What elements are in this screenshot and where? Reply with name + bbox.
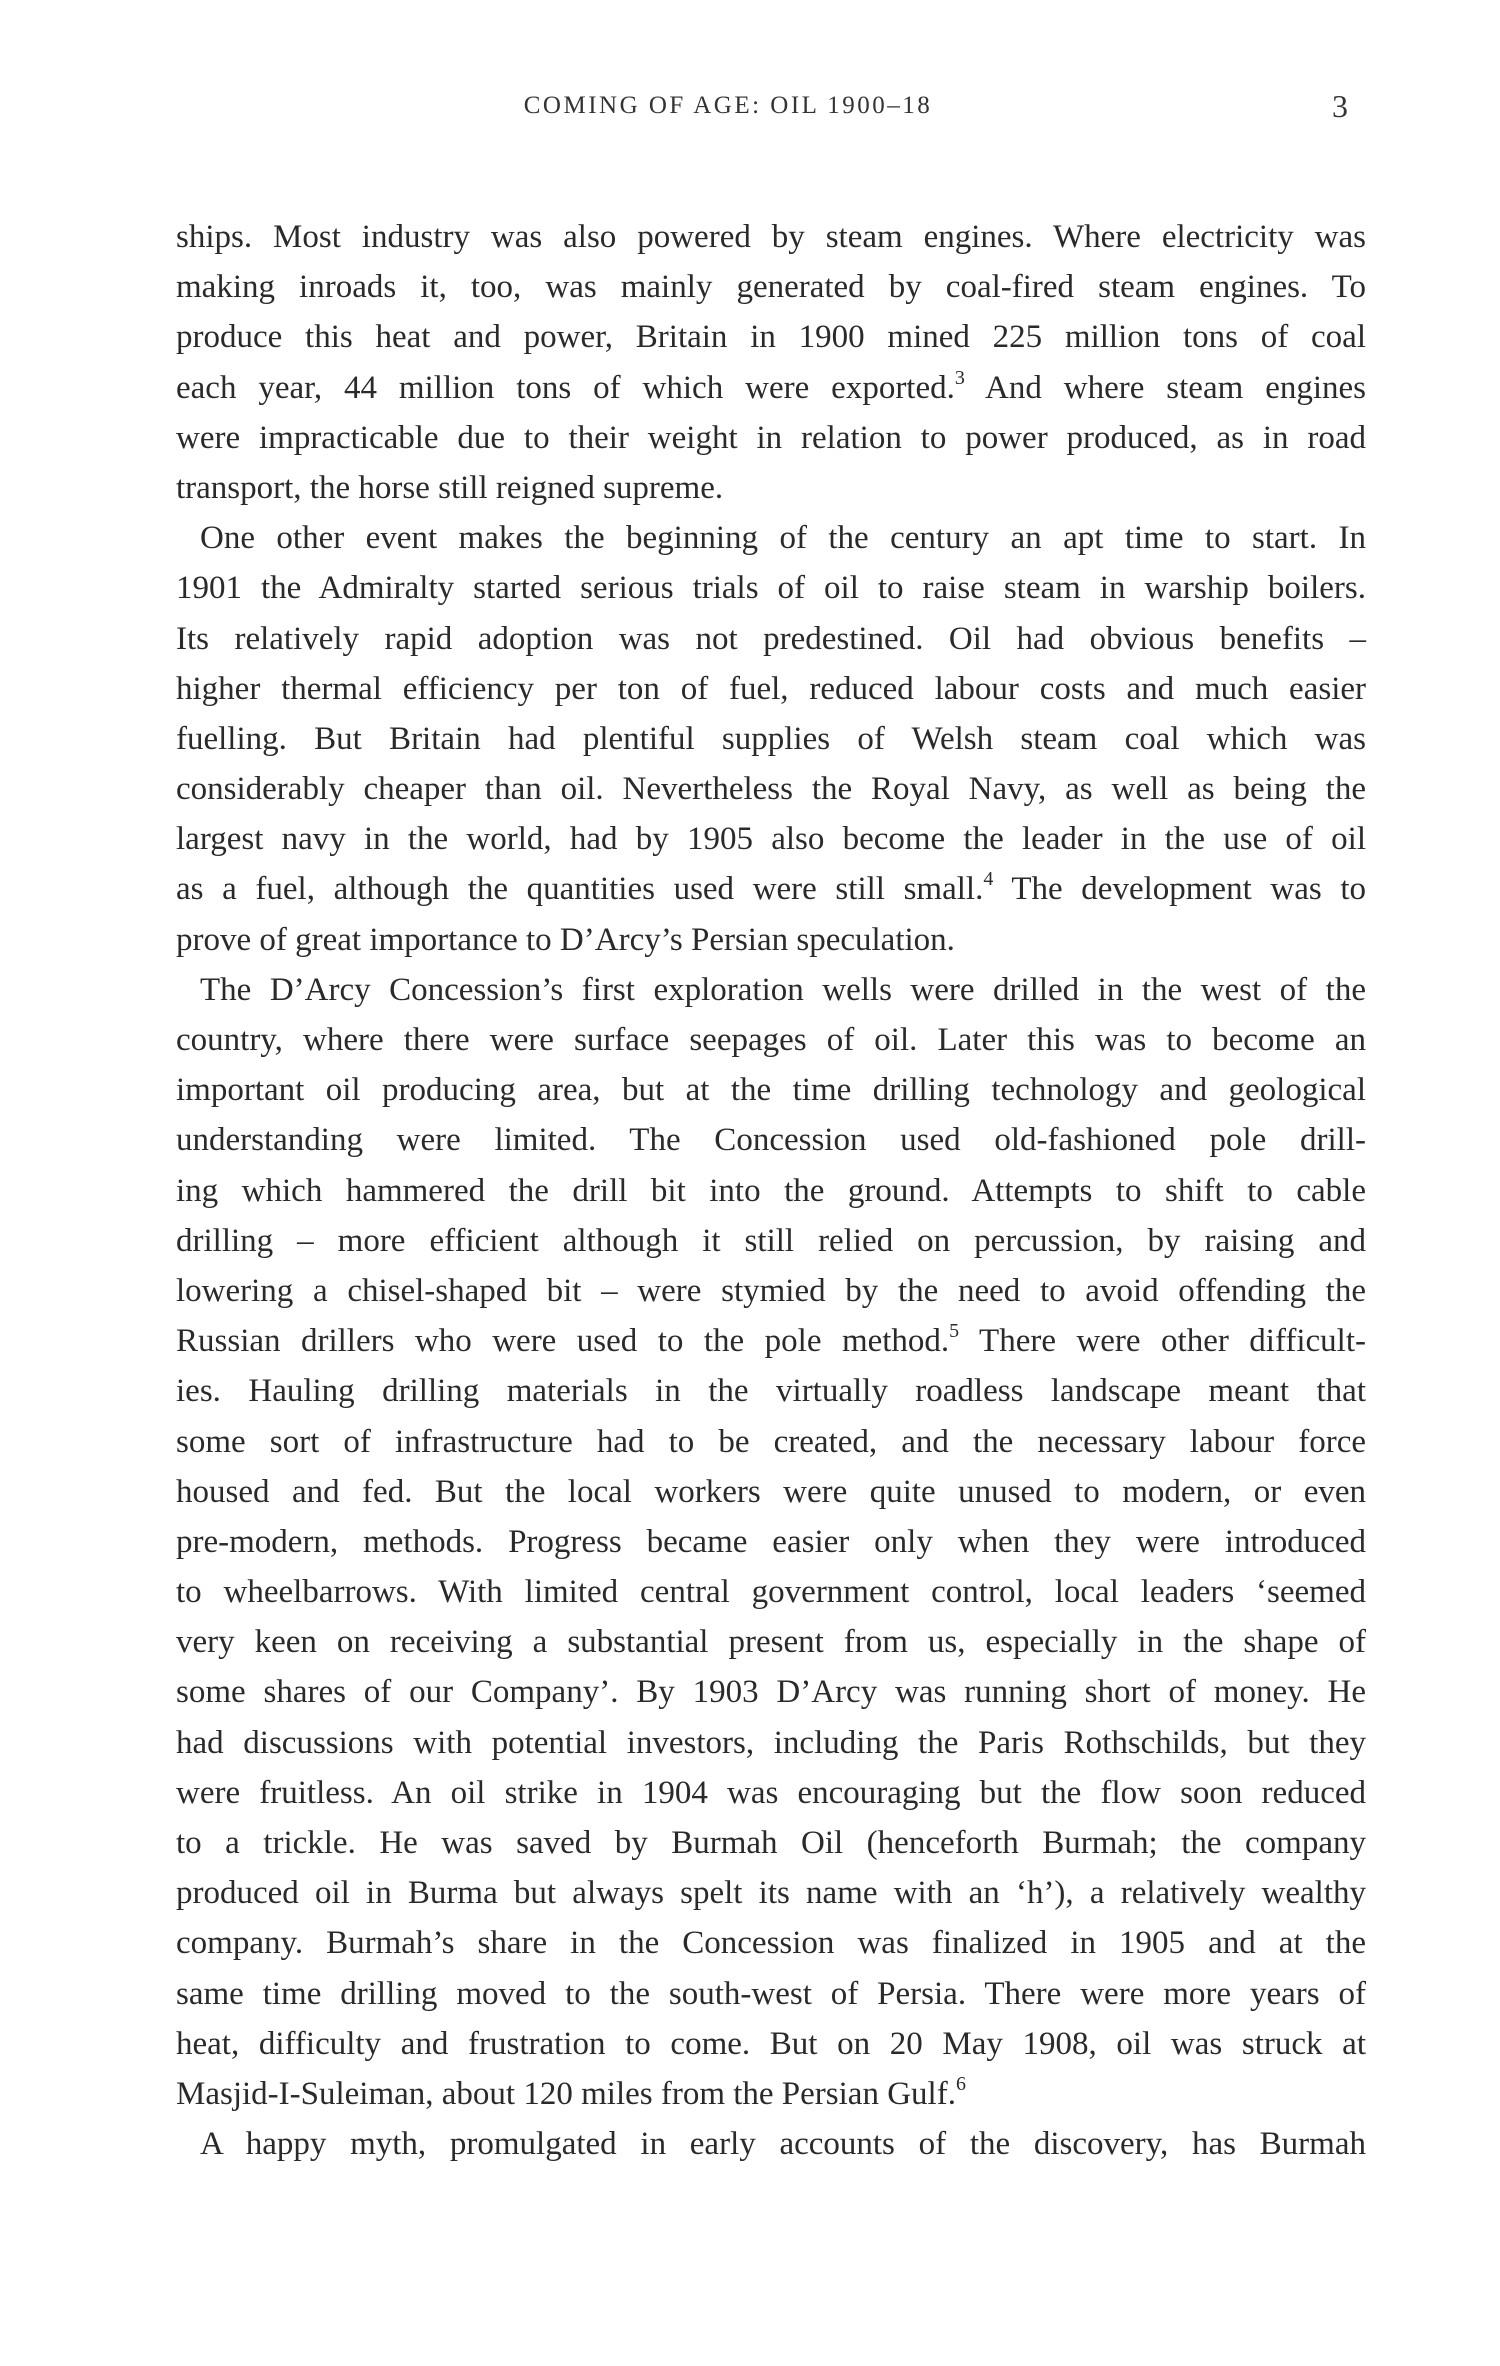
text-segment: each year, 44 million tons of which were exported. — [176, 369, 955, 406]
text-line: very keen on receiving a substantial present from us, especially in the shape of — [176, 1624, 1366, 1661]
text-segment: There were other difficult- — [959, 1323, 1366, 1360]
paragraph — [176, 212, 1366, 513]
page-number: 3 — [1332, 88, 1348, 124]
text-line: ing which hammered the drill bit into the ground. Attempts to shift to cable — [176, 1172, 1366, 1209]
text-line: some sort of infrastructure had to be created, and the necessary labour force — [176, 1423, 1366, 1460]
footnote-marker[interactable]: 3 — [954, 366, 965, 389]
text-line: produced oil in Burma but always spelt its name with an ‘h’), a relatively wealthy — [176, 1875, 1366, 1912]
text-line: A happy myth, promulgated in early accounts of the discovery, has Burmah — [200, 2126, 1366, 2163]
text-line: largest navy in the world, had by 1905 also become the leader in the use of oil — [176, 821, 1366, 858]
text-line: ships. Most industry was also powered by steam engines. Where electricity was — [176, 219, 1366, 255]
text-line: to a trickle. He was saved by Burmah Oil (henceforth Burmah; the company — [176, 1825, 1366, 1861]
text-segment: The development was to — [993, 871, 1366, 908]
text-line: were impracticable due to their weight in relation to power produced, as in road — [176, 419, 1366, 456]
paragraph — [176, 513, 1366, 965]
text-segment: And where steam engines — [964, 369, 1367, 406]
text-line: heat, difficulty and frustration to come. But on 20 May 1908, oil was struck at — [176, 2025, 1366, 2062]
text-line: lowering a chisel-shaped bit – were stymied by the need to avoid offending the — [176, 1272, 1366, 1309]
text-line — [176, 363, 1366, 413]
text-line: prove of great importance to D’Arcy’s Persian speculation. — [176, 921, 955, 958]
paragraph — [176, 965, 1366, 2119]
footnote-marker[interactable]: 6 — [955, 2072, 966, 2095]
text-line: transport, the horse still reigned supreme. — [176, 469, 724, 506]
text-line — [176, 2069, 1366, 2119]
text-line: had discussions with potential investors, including the Paris Rothschilds, but they — [176, 1724, 1366, 1761]
text-line: ies. Hauling drilling materials in the virtually roadless landscape meant that — [176, 1373, 1366, 1410]
text-segment: Russian drillers who were used to the pole method. — [176, 1323, 950, 1360]
footnote-marker[interactable]: 4 — [983, 868, 994, 891]
text-line: pre-modern, methods. Progress became easier only when they were introduced — [176, 1523, 1366, 1560]
text-line: The D’Arcy Concession’s first exploration wells were drilled in the west of the — [200, 971, 1366, 1008]
text-line: One other event makes the beginning of the century an apt time to start. In — [200, 520, 1366, 557]
paragraph — [176, 2119, 1366, 2169]
text-line: produce this heat and power, Britain in 1900 mined 225 million tons of coal — [176, 319, 1366, 356]
text-line: important oil producing area, but at the time drilling technology and geological — [176, 1072, 1366, 1109]
text-line — [176, 1316, 1366, 1366]
text-line: to wheelbarrows. With limited central government control, local leaders ‘seemed — [176, 1574, 1366, 1611]
running-head: COMING OF AGE: OIL 1900–18 — [523, 92, 933, 119]
text-line: higher thermal efficiency per ton of fuel, reduced labour costs and much easier — [176, 670, 1366, 707]
body-text — [176, 212, 1366, 2169]
text-line: country, where there were surface seepages of oil. Later this was to become an — [176, 1022, 1366, 1058]
text-line: company. Burmah’s share in the Concession was finalized in 1905 and at the — [176, 1925, 1366, 1962]
text-line: same time drilling moved to the south-west of Persia. There were more years of — [176, 1975, 1366, 2012]
text-segment: Masjid-I-Suleiman, about 120 miles from the Persian Gulf. — [176, 2075, 956, 2112]
text-line: fuelling. But Britain had plentiful supplies of Welsh steam coal which was — [176, 720, 1366, 757]
text-line: Its relatively rapid adoption was not predestined. Oil had obvious benefits – — [176, 620, 1366, 657]
text-line: housed and fed. But the local workers were quite unused to modern, or even — [176, 1473, 1366, 1510]
footnote-marker[interactable]: 5 — [949, 1320, 960, 1343]
text-line: were fruitless. An oil strike in 1904 was encouraging but the flow soon reduced — [176, 1774, 1366, 1811]
text-line: some shares of our Company’. By 1903 D’Arcy was running short of money. He — [176, 1674, 1366, 1711]
text-line: considerably cheaper than oil. Nevertheless the Royal Navy, as well as being the — [176, 771, 1366, 808]
text-line: 1901 the Admiralty started serious trials of oil to raise steam in warship boilers. — [176, 570, 1366, 607]
text-line: understanding were limited. The Concession used old-fashioned pole drill- — [176, 1122, 1366, 1159]
text-line: making inroads it, too, was mainly generated by coal-fired steam engines. To — [176, 269, 1366, 306]
text-segment: as a fuel, although the quantities used were still small. — [176, 871, 984, 908]
text-line: drilling – more efficient although it still relied on percussion, by raising and — [176, 1222, 1366, 1259]
text-line — [176, 864, 1366, 914]
